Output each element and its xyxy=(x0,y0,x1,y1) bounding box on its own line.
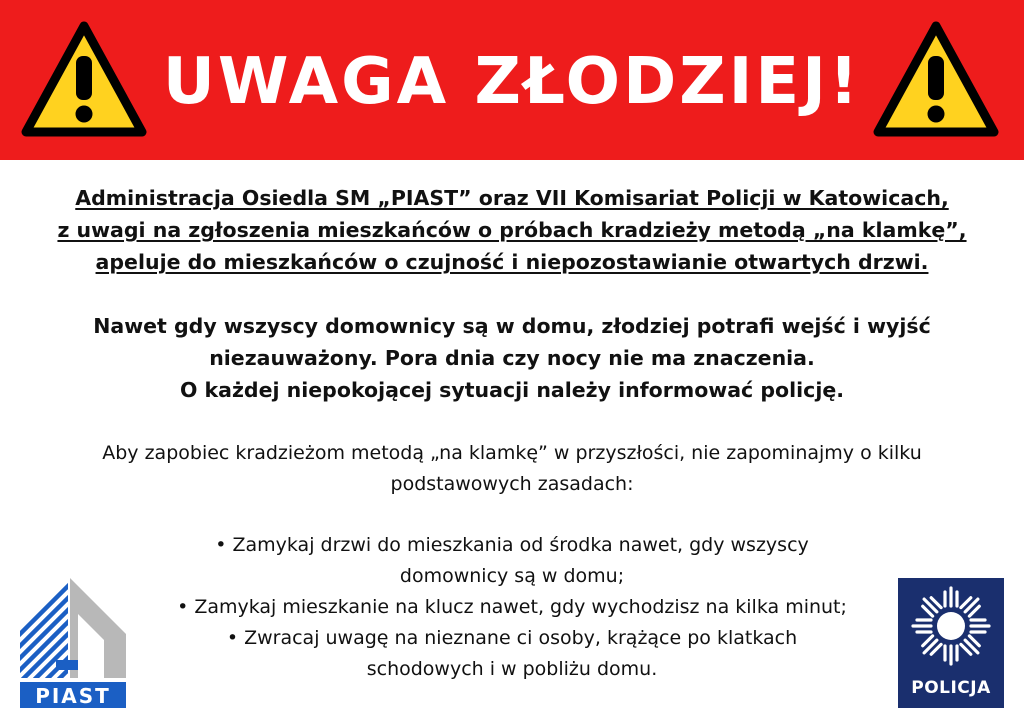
rule-line: schodowych i w pobliżu domu. xyxy=(366,658,658,680)
rule-line: • Zwracaj uwagę na nieznane ci osoby, krążące po klatkach xyxy=(226,627,798,649)
warning-paragraph xyxy=(40,310,984,406)
warning-line: Nawet gdy wszyscy domownicy są w domu, złodziej potrafi wejść i wyjść xyxy=(93,314,931,338)
advice-line: Aby zapobiec kradzieżom metodą „na klamkę” w przyszłości, nie zapominajmy o kilku xyxy=(102,442,922,464)
banner-title: UWAGA ZŁODZIEJ! xyxy=(162,45,862,119)
advice-line: podstawowych zasadach: xyxy=(390,473,634,495)
advice-paragraph xyxy=(40,438,984,500)
piast-logo-text: PIAST xyxy=(35,684,111,708)
intro-line: z uwagi na zgłoszenia mieszkańców o próbach kradzieży metodą „na klamkę”, xyxy=(57,218,967,242)
warning-line: O każdej niepokojącej sytuacji należy informować policję. xyxy=(179,378,845,402)
policja-logo xyxy=(898,578,1004,708)
intro-line: Administracja Osiedla SM „PIAST” oraz VII Komisariat Policji w Katowicach, xyxy=(75,186,949,210)
policja-logo-text: POLICJA xyxy=(911,678,991,698)
police-star-icon xyxy=(909,584,993,668)
warning-line: niezauważony. Pora dnia czy nocy nie ma znaczenia. xyxy=(209,346,815,370)
intro-line: apeluje do mieszkańców o czujność i niepozostawianie otwartych drzwi. xyxy=(95,250,929,274)
rule-line: • Zamykaj drzwi do mieszkania od środka nawet, gdy wszyscy xyxy=(215,534,809,556)
warning-banner xyxy=(0,0,1024,160)
notice-content xyxy=(40,182,984,685)
piast-logo xyxy=(20,578,126,708)
rules-list xyxy=(40,530,984,685)
rule-line: • Zamykaj mieszkanie na klucz nawet, gdy wychodzisz na kilka minut; xyxy=(177,596,847,618)
warning-triangle-icon xyxy=(870,18,1002,142)
rule-line: domownicy są w domu; xyxy=(399,565,625,587)
intro-paragraph xyxy=(40,182,984,278)
